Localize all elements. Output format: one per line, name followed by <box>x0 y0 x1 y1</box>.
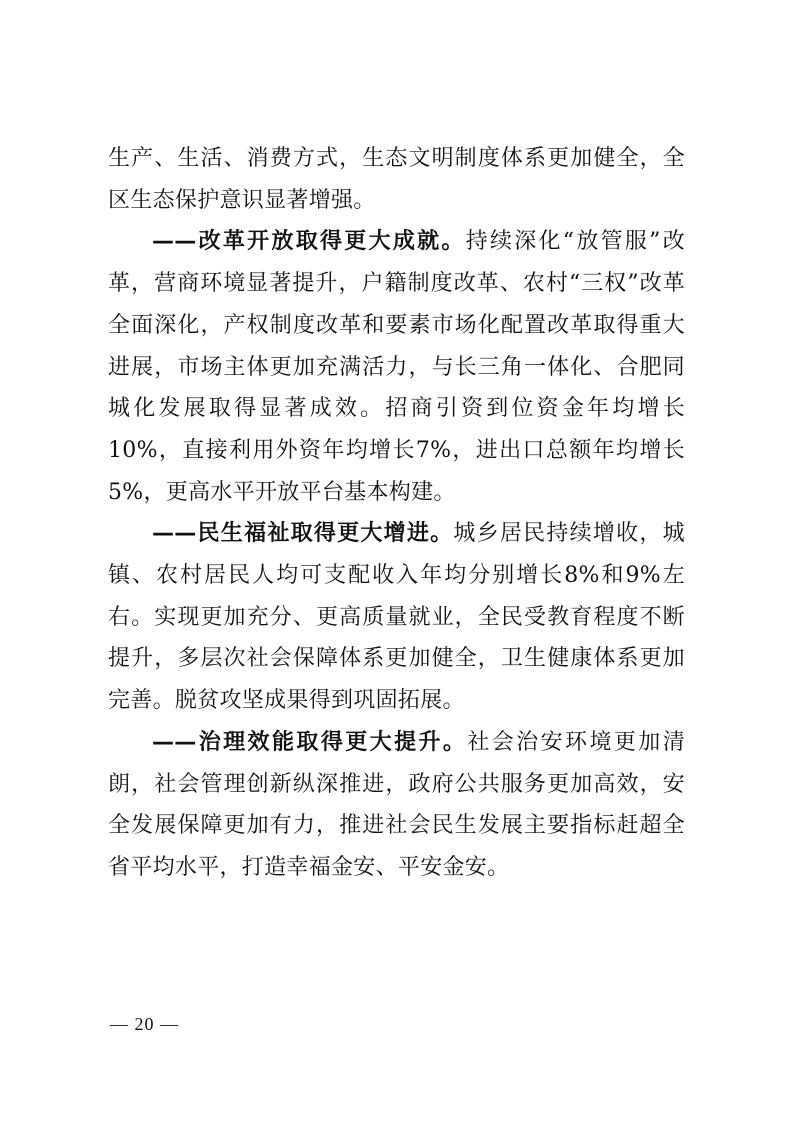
paragraph-ecology-continued <box>108 138 685 221</box>
page-number: — 20 — <box>110 1014 179 1034</box>
paragraph-text: 社会治安环境更加清朗，社会管理创新纵深推进，政府公共服务更加高效，安全发展保障更加有力，推进社会民生发展主要指标赶超全省平均水平，打造幸福金安、平安金安。 <box>108 729 686 880</box>
document-body <box>108 138 685 889</box>
paragraph-lead: ——民生福祉取得更大增进。 <box>152 521 454 547</box>
paragraph-text: 城乡居民持续增收，城镇、农村居民人均可支配收入年均分别增长8%和9%左右。实现更加充分、更高质量就业，全民受教育程度不断提升，多层次社会保障体系更加健全，卫生健康体系更加完善。脱贫攻坚成果得到巩固拓展。 <box>108 521 685 714</box>
paragraph-reform-opening <box>108 221 685 513</box>
paragraph-text: 生产、生活、消费方式，生态文明制度体系更加健全，全区生态保护意识显著增强。 <box>108 146 685 213</box>
paragraph-lead: ——改革开放取得更大成就。 <box>152 229 466 255</box>
paragraph-lead: ——治理效能取得更大提升。 <box>152 729 468 755</box>
paragraph-text: 持续深化“放管服”改革，营商环境显著提升，户籍制度改革、农村“三权”改革全面深化，产权制度改革和要素市场化配置改革取得重大进展，市场主体更加充满活力，与长三角一体化、合肥同城化发展取得显著成效。招商引资到位资金年均增长10%，直接利用外资年均增长7%，进出口总额年均增长5%，更高水平开放平台基本构建。 <box>108 229 685 505</box>
paragraph-livelihood <box>108 513 685 722</box>
paragraph-governance <box>108 722 685 889</box>
